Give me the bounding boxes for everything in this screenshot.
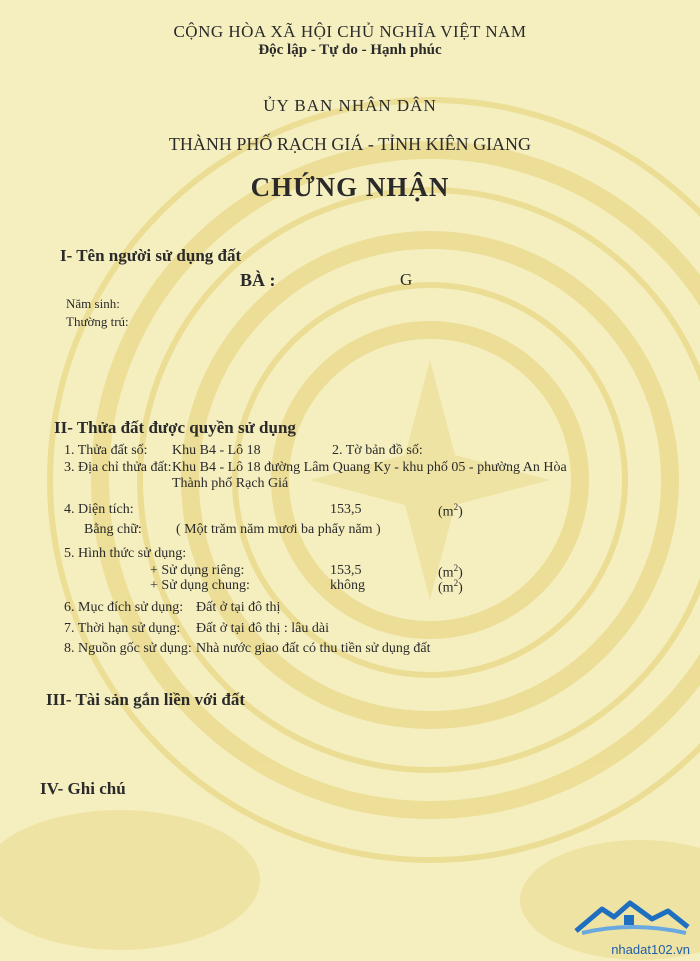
shared-value: không xyxy=(330,578,365,593)
area-label: 4. Diện tích: xyxy=(64,502,134,517)
purpose-value: Đất ở tại đô thị xyxy=(196,600,281,615)
country-header: CỘNG HÒA XÃ HỘI CHỦ NGHĨA VIỆT NAM xyxy=(173,22,527,41)
motto: Độc lập - Tự do - Hạnh phúc xyxy=(258,42,442,58)
area-unit: $(m^2)$ xyxy=(438,502,463,520)
shared-label: + Sử dụng chung: xyxy=(150,578,250,593)
address-label: 3. Địa chỉ thửa đất: xyxy=(64,460,172,475)
residence-label: Thường trú: xyxy=(66,314,129,329)
house-logo-icon xyxy=(572,897,692,937)
section-2-heading: II- Thửa đất được quyền sử dụng xyxy=(54,418,296,437)
parcel-label: 1. Thửa đất số: xyxy=(64,443,148,458)
area-value: 153,5 xyxy=(330,502,362,517)
locality-heading: THÀNH PHỐ RẠCH GIÁ - TỈNH KIÊN GIANG xyxy=(168,134,532,154)
shared-unit: $(m^2)$ xyxy=(438,578,463,596)
parcel-value: Khu B4 - Lô 18 xyxy=(172,443,261,458)
owner-name: G xyxy=(400,270,413,289)
section-1-heading: I- Tên người sử dụng đất xyxy=(60,246,242,265)
address-line-1: Khu B4 - Lô 18 đường Lâm Quang Ky - khu phố 05 - phường An Hòa xyxy=(172,460,567,475)
origin-value: Nhà nước giao đất có thu tiền sử dụng đất xyxy=(196,641,431,656)
birth-label: Năm sinh: xyxy=(66,296,120,311)
words-label: Bằng chữ: xyxy=(84,522,142,537)
origin-label: 8. Nguồn gốc sử dụng: xyxy=(64,641,192,656)
private-unit: $(m^2)$ xyxy=(438,563,463,581)
section-3-heading: III- Tài sản gắn liền với đất xyxy=(46,690,245,709)
address-line-2: Thành phố Rạch Giá xyxy=(172,476,289,491)
term-label: 7. Thời hạn sử dụng: xyxy=(64,621,181,636)
purpose-label: 6. Mục đích sử dụng: xyxy=(64,600,184,615)
term-value: Đất ở tại đô thị : lâu dài xyxy=(196,621,329,636)
section-4-heading: IV- Ghi chú xyxy=(40,779,126,798)
committee-heading: ỦY BAN NHÂN DÂN xyxy=(263,96,437,115)
form-label: 5. Hình thức sử dụng: xyxy=(64,546,187,561)
private-value: 153,5 xyxy=(330,563,362,578)
owner-prefix: BÀ : xyxy=(240,270,276,290)
map-label: 2. Tờ bản đồ số: xyxy=(332,443,423,458)
watermark-text: nhadat102.vn xyxy=(611,942,690,957)
private-label: + Sử dụng riêng: xyxy=(150,563,245,578)
document-title: CHỨNG NHẬN xyxy=(250,172,450,202)
words-value: ( Một trăm năm mươi ba phẩy năm ) xyxy=(176,522,381,537)
site-logo xyxy=(572,897,692,957)
